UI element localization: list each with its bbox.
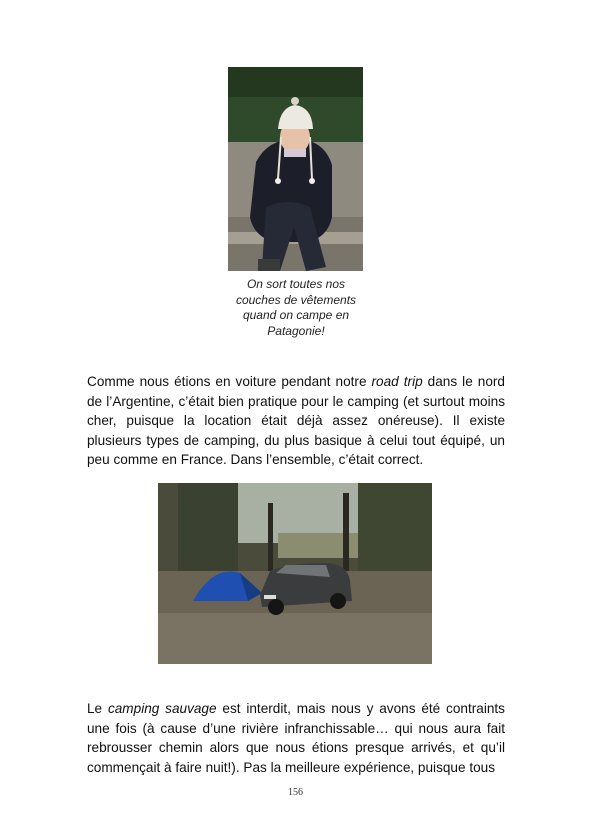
paragraph-text: Comme nous étions en voiture pendant notre xyxy=(87,374,372,389)
paragraph-wild-camping xyxy=(87,699,505,777)
caption-line: couches de vêtements xyxy=(235,292,357,307)
paragraph-text: dans le nord de l’Argentine, c’était bien pratique pour le camping (et surtout moins cher, puisque la location était déjà assez onéreuse). Il existe plusieurs types de camping, du plus basique à celui tout équipé, un peu comme en France. Dans l’ensemble, c’était correct. xyxy=(87,374,505,467)
paragraph-emphasis: road trip xyxy=(371,374,423,389)
paragraph-text: est interdit, mais nous y avons été contraints une fois (à cause d’une rivière infranchissable… qui nous aura fait rebrousser chemin alors que nous étions presque arrivés, et qu’il commençait à faire nuit!). Pas la meilleure expérience, puisque tous xyxy=(87,701,505,775)
paragraph-text: Le xyxy=(87,701,108,716)
page-number: 156 xyxy=(288,787,303,798)
woman-camping-photo xyxy=(228,67,363,271)
tent-and-car-photo xyxy=(158,483,432,664)
caption-line: On sort toutes nos xyxy=(246,277,346,291)
paragraph-emphasis: camping sauvage xyxy=(107,701,217,716)
caption-line: quand on campe en xyxy=(242,308,350,322)
photo-caption xyxy=(220,277,372,339)
paragraph-camping-intro xyxy=(87,372,505,470)
caption-line: Patagonie! xyxy=(267,323,325,338)
